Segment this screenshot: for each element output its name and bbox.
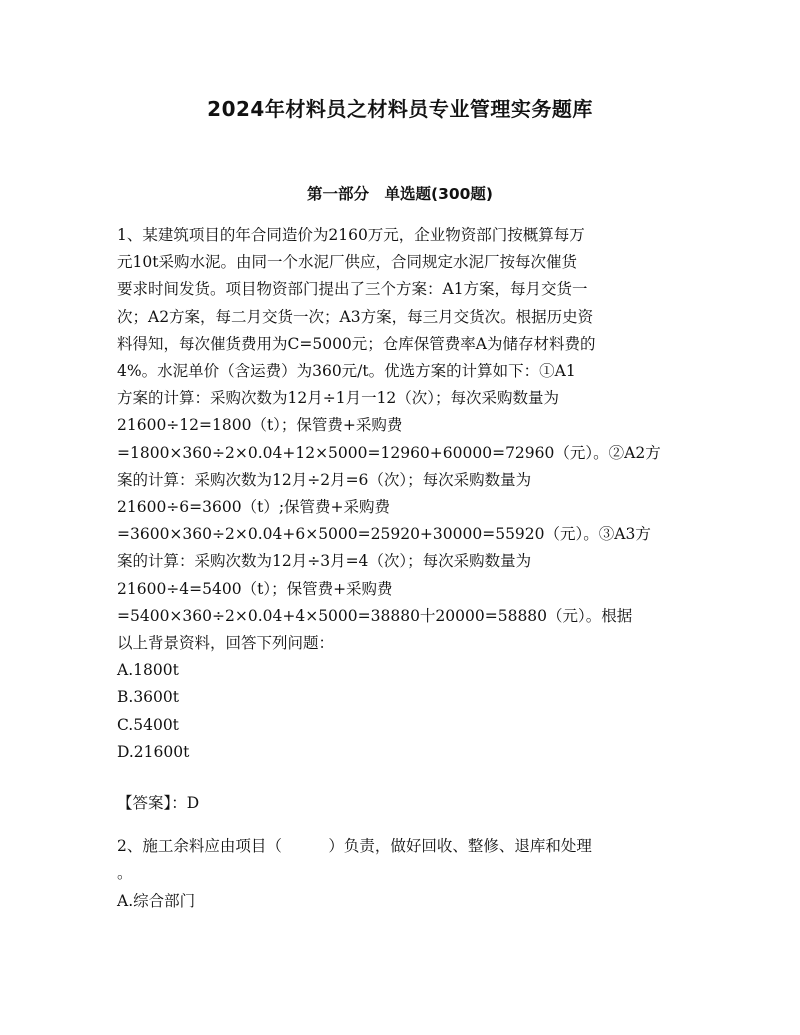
section-title: 第一部分 单选题(300题)	[306, 185, 494, 203]
question-text-line: 2、施工余料应由项目（ ）负责，做好回收、整修、退库和处理	[117, 837, 592, 856]
question-2-options	[117, 888, 687, 915]
document-title: 2024年材料员之材料员专业管理实务题库	[207, 97, 593, 121]
option-a: A.1800t	[117, 661, 179, 680]
question-1-answer	[117, 790, 687, 817]
question-text-line: 21600÷12=1800（t）；保管费+采购费	[117, 416, 403, 435]
spacer	[117, 766, 687, 790]
question-2-stem	[117, 833, 687, 887]
question-text-line: 4%。水泥单价（含运费）为360元/t。优选方案的计算如下：①A1	[117, 362, 576, 381]
option-c: C.5400t	[117, 715, 179, 734]
question-text-line: 案的计算：采购次数为12月÷2月=6（次）；每次采购数量为	[117, 470, 532, 489]
spacer	[117, 817, 687, 833]
question-1	[117, 222, 687, 817]
question-1-options	[117, 657, 687, 766]
answer-text: 【答案】：D	[117, 794, 200, 813]
question-text-line: 元10t采购水泥。由同一个水泥厂供应，合同规定水泥厂按每次催货	[117, 253, 577, 272]
question-1-stem	[117, 222, 687, 657]
question-text-line: 案的计算：采购次数为12月÷3月=4（次）；每次采购数量为	[117, 552, 532, 571]
question-text-line: =3600×360÷2×0.04+6×5000=25920+30000=55920（元）。③A3方	[117, 525, 651, 544]
question-2	[117, 833, 687, 915]
question-list	[117, 222, 687, 915]
question-text-line: =1800×360÷2×0.04+12×5000=12960+60000=72960（元）。②A2方	[117, 443, 661, 462]
option-a: A.综合部门	[117, 891, 196, 910]
question-text-line: 1、某建筑项目的年合同造价为2160万元，企业物资部门按概算每万	[117, 226, 585, 244]
question-text-line: 。	[117, 864, 133, 883]
question-text-line: =5400×360÷2×0.04+4×5000=38880十20000=58880（元）。根据	[117, 606, 633, 625]
question-text-line: 21600÷4=5400（t）；保管费+采购费	[117, 579, 393, 598]
question-text-line: 料得知，每次催货费用为C=5000元；仓库保管费率A为储存材料费的	[117, 334, 596, 353]
option-d: D.21600t	[117, 742, 190, 761]
question-text-line: 21600÷6=3600（t）;保管费+采购费	[117, 498, 391, 517]
question-text-line: 要求时间发货。项目物资部门提出了三个方案：A1方案，每月交货一	[117, 280, 588, 299]
option-b: B.3600t	[117, 688, 179, 707]
question-text-line: 以上背景资料，回答下列问题：	[117, 634, 335, 653]
question-text-line: 次；A2方案，每二月交货一次；A3方案，每三月交货次。根据历史资	[117, 307, 594, 326]
question-text-line: 方案的计算：采购次数为12月÷1月一12（次）；每次采购数量为	[117, 389, 560, 408]
